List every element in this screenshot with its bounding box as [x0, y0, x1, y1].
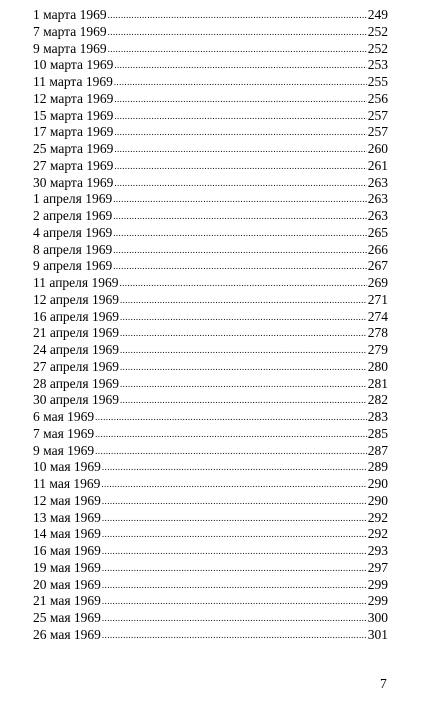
toc-entry-page: 265: [367, 224, 388, 240]
dot-leader: [114, 124, 366, 141]
dot-leader: [101, 476, 366, 493]
dot-leader: [113, 208, 367, 225]
dot-leader: [119, 275, 366, 292]
toc-entry[interactable]: [33, 108, 388, 125]
toc-entry[interactable]: [33, 560, 388, 577]
toc-entry-page: 260: [367, 141, 388, 156]
toc-entry[interactable]: [33, 309, 388, 326]
dot-leader: [102, 560, 367, 577]
dot-leader: [113, 242, 367, 259]
dot-leader: [120, 292, 367, 309]
toc-entry[interactable]: [33, 610, 388, 627]
toc-entry[interactable]: [33, 41, 388, 58]
dot-leader: [113, 258, 367, 275]
dot-leader: [102, 543, 367, 560]
toc-entry-page: 289: [367, 459, 388, 475]
toc-entry-label: 14 мая 1969: [33, 526, 101, 542]
toc-entry-label: 1 марта 1969: [33, 7, 107, 22]
toc-entry-label: 7 мая 1969: [33, 425, 95, 441]
toc-entry[interactable]: [33, 342, 388, 359]
toc-entry-label: 24 апреля 1969: [33, 342, 119, 357]
toc-entry-page: 285: [367, 425, 388, 441]
dot-leader: [108, 41, 367, 58]
toc-entry[interactable]: [33, 325, 388, 342]
toc-entry-page: 281: [367, 375, 388, 391]
toc-entry[interactable]: [33, 577, 388, 594]
toc-entry[interactable]: [33, 543, 388, 560]
toc-entry-label: 13 мая 1969: [33, 509, 101, 525]
toc-entry-page: 292: [367, 509, 388, 525]
toc-entry-label: 26 мая 1969: [33, 626, 101, 642]
toc-entry-label: 16 мая 1969: [33, 543, 101, 558]
toc-entry[interactable]: [33, 91, 388, 108]
dot-leader: [120, 392, 367, 409]
toc-entry-label: 30 марта 1969: [33, 174, 114, 190]
toc-entry-label: 8 апреля 1969: [33, 241, 113, 257]
toc-entry[interactable]: [33, 24, 388, 41]
toc-entry-label: 21 мая 1969: [33, 593, 101, 609]
dot-leader: [95, 426, 367, 443]
toc-entry[interactable]: [33, 627, 388, 644]
dot-leader: [114, 158, 366, 175]
dot-leader: [114, 108, 366, 125]
toc-entry-label: 16 апреля 1969: [33, 308, 119, 324]
dot-leader: [114, 175, 366, 192]
dot-leader: [120, 342, 367, 359]
toc-entry-page: 257: [367, 124, 388, 140]
toc-entry-label: 19 мая 1969: [33, 559, 101, 575]
toc-entry-label: 12 апреля 1969: [33, 291, 119, 307]
toc-entry-page: 282: [367, 392, 388, 408]
toc-entry-page: 269: [367, 275, 388, 290]
dot-leader: [114, 141, 366, 158]
toc-entry[interactable]: [33, 392, 388, 409]
toc-entry-label: 20 мая 1969: [33, 576, 101, 592]
toc-entry-label: 2 апреля 1969: [33, 208, 113, 223]
toc-entry-label: 9 мая 1969: [33, 442, 95, 458]
toc-entry-page: 255: [367, 74, 388, 89]
toc-entry-label: 9 апреля 1969: [33, 258, 113, 274]
toc-entry-page: 274: [367, 308, 388, 324]
toc-entry-page: 257: [367, 107, 388, 123]
toc-entry-page: 300: [367, 610, 388, 625]
toc-entry-page: 280: [367, 358, 388, 374]
toc-entry[interactable]: [33, 292, 388, 309]
toc-entry-label: 6 мая 1969: [33, 409, 95, 424]
toc-entry-label: 25 мая 1969: [33, 610, 101, 625]
toc-entry-label: 11 марта 1969: [33, 74, 113, 89]
toc-entry-page: 278: [367, 325, 388, 341]
toc-entry-label: 25 марта 1969: [33, 141, 114, 156]
dot-leader: [102, 627, 367, 644]
toc-entry-page: 293: [367, 543, 388, 558]
dot-leader: [102, 577, 367, 594]
toc-entry-label: 7 марта 1969: [33, 23, 107, 39]
dot-leader: [120, 359, 367, 376]
toc-entry-label: 17 марта 1969: [33, 124, 114, 140]
toc-entry[interactable]: [33, 225, 388, 242]
toc-entry-page: 301: [367, 626, 388, 642]
toc-entry-page: 252: [367, 40, 388, 56]
toc-entry-page: 263: [367, 191, 388, 207]
toc-entry-label: 30 апреля 1969: [33, 392, 119, 408]
toc-entry-page: 261: [367, 157, 388, 173]
toc-entry[interactable]: [33, 208, 388, 225]
dot-leader: [95, 443, 367, 460]
toc-entry-page: 283: [367, 409, 388, 424]
table-of-contents: [33, 7, 388, 644]
toc-entry[interactable]: [33, 376, 388, 393]
dot-leader: [102, 510, 367, 527]
toc-entry-page: 297: [367, 559, 388, 575]
toc-entry[interactable]: [33, 526, 388, 543]
toc-entry-page: 267: [367, 258, 388, 274]
toc-entry[interactable]: [33, 426, 388, 443]
toc-entry[interactable]: [33, 510, 388, 527]
toc-entry-page: 266: [367, 241, 388, 257]
toc-entry-page: 271: [367, 291, 388, 307]
toc-entry-label: 28 апреля 1969: [33, 375, 119, 391]
toc-entry-label: 9 марта 1969: [33, 40, 107, 56]
toc-entry-page: 263: [367, 208, 388, 223]
toc-entry-label: 4 апреля 1969: [33, 224, 113, 240]
dot-leader: [113, 191, 367, 208]
dot-leader: [108, 24, 367, 41]
toc-entry[interactable]: [33, 158, 388, 175]
toc-entry-label: 27 марта 1969: [33, 157, 114, 173]
dot-leader: [114, 57, 366, 74]
dot-leader: [102, 610, 367, 627]
toc-entry[interactable]: [33, 175, 388, 192]
toc-entry-page: 252: [367, 23, 388, 39]
toc-entry-label: 11 апреля 1969: [33, 275, 119, 290]
toc-entry-page: 292: [367, 526, 388, 542]
toc-entry-page: 249: [367, 7, 388, 22]
toc-entry[interactable]: [33, 493, 388, 510]
dot-leader: [114, 74, 367, 91]
toc-entry-page: 253: [367, 57, 388, 73]
toc-entry-page: 290: [367, 476, 388, 491]
toc-entry-page: 279: [367, 342, 388, 357]
toc-entry[interactable]: [33, 74, 388, 91]
dot-leader: [102, 493, 367, 510]
dot-leader: [108, 7, 367, 24]
toc-entry-label: 12 марта 1969: [33, 90, 114, 106]
toc-entry[interactable]: [33, 593, 388, 610]
dot-leader: [114, 91, 366, 108]
toc-entry-label: 27 апреля 1969: [33, 358, 119, 374]
toc-entry[interactable]: [33, 359, 388, 376]
toc-entry-page: 256: [367, 90, 388, 106]
toc-entry[interactable]: [33, 191, 388, 208]
dot-leader: [120, 376, 367, 393]
toc-entry-page: 299: [367, 576, 388, 592]
dot-leader: [102, 459, 367, 476]
toc-entry-page: 290: [367, 492, 388, 508]
toc-entry[interactable]: [33, 258, 388, 275]
toc-entry[interactable]: [33, 459, 388, 476]
dot-leader: [120, 309, 367, 326]
toc-entry[interactable]: [33, 275, 388, 292]
toc-entry-page: 299: [367, 593, 388, 609]
toc-entry[interactable]: [33, 141, 388, 158]
toc-entry-label: 10 марта 1969: [33, 57, 114, 73]
page-number: 7: [380, 676, 387, 691]
toc-entry[interactable]: [33, 443, 388, 460]
toc-entry-page: 287: [367, 442, 388, 458]
dot-leader: [95, 409, 367, 426]
dot-leader: [102, 526, 367, 543]
toc-entry[interactable]: [33, 409, 388, 426]
toc-entry-label: 11 мая 1969: [33, 476, 101, 491]
toc-entry[interactable]: [33, 124, 388, 141]
dot-leader: [120, 325, 367, 342]
toc-entry[interactable]: [33, 476, 388, 493]
toc-entry-label: 10 мая 1969: [33, 459, 101, 475]
toc-entry[interactable]: [33, 242, 388, 259]
dot-leader: [102, 593, 367, 610]
dot-leader: [113, 225, 367, 242]
toc-entry-label: 21 апреля 1969: [33, 325, 119, 341]
toc-entry[interactable]: [33, 57, 388, 74]
toc-entry-page: 263: [367, 174, 388, 190]
toc-entry-label: 15 марта 1969: [33, 107, 114, 123]
toc-entry-label: 1 апреля 1969: [33, 191, 113, 207]
toc-entry-label: 12 мая 1969: [33, 492, 101, 508]
toc-entry[interactable]: [33, 7, 388, 24]
